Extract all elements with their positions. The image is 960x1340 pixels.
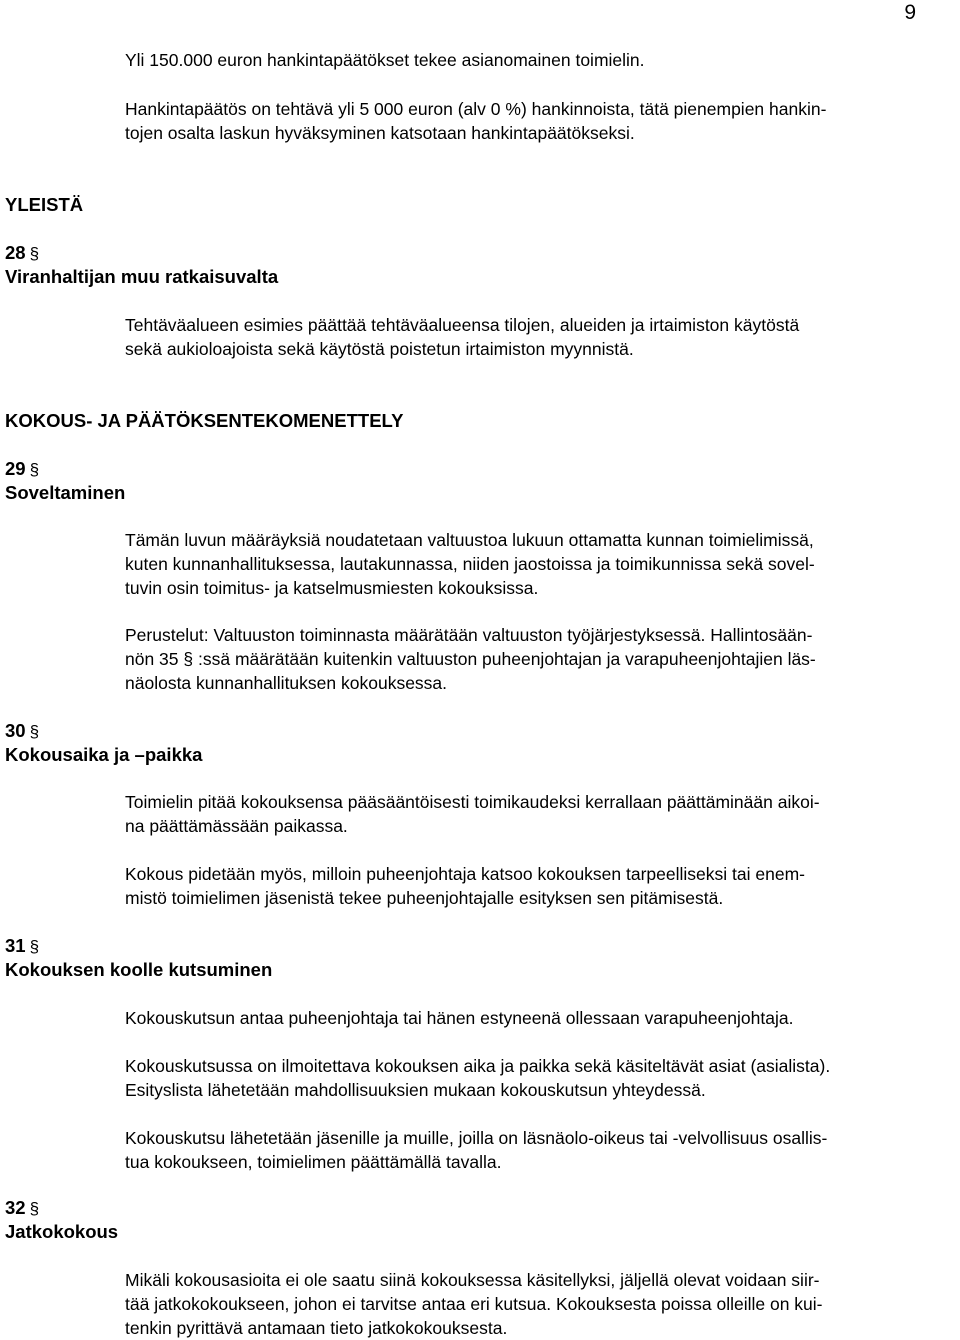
section-number-30	[5, 719, 39, 744]
text-line: näolosta kunnanhallituksen kokouksessa.	[125, 673, 448, 693]
section-sign: §	[29, 460, 40, 479]
section-title-32: Jatkokokous	[5, 1221, 119, 1242]
section-number: 30	[5, 720, 26, 741]
text-line: tojen osalta laskun hyväksyminen katsotaan hankintapäätökseksi.	[125, 123, 635, 143]
text-line: Tämän luvun määräyksiä noudatetaan valtuustoa lukuun ottamatta kunnan toimielimissä,	[125, 530, 814, 550]
section-title-30: Kokousaika ja –paikka	[5, 744, 203, 765]
section-number: 28	[5, 242, 26, 263]
text-line: tenkin pyrittävä antamaan tieto jatkokokouksesta.	[125, 1318, 508, 1338]
text-line: Perustelut: Valtuuston toiminnasta määrätään valtuuston työjärjestyksessä. Hallintosään-	[125, 625, 813, 645]
section-sign: §	[29, 722, 40, 741]
section-sign: §	[29, 244, 40, 263]
intro-paragraph-2	[125, 97, 955, 145]
section-29-paragraph-2	[125, 623, 955, 695]
text-line: mistö toimielimen jäsenistä tekee puheenjohtajalle esityksen sen pitämisestä.	[125, 888, 724, 908]
section-30-paragraph-1	[125, 790, 955, 838]
section-number: 32	[5, 1197, 26, 1218]
section-title-31: Kokouksen koolle kutsuminen	[5, 959, 273, 980]
text-line: tua kokoukseen, toimielimen päättämällä tavalla.	[125, 1152, 502, 1172]
page-number: 9	[904, 1, 916, 24]
section-sign: §	[29, 937, 40, 956]
section-32-paragraph-1	[125, 1268, 955, 1340]
text-line: Tehtäväalueen esimies päättää tehtäväalueensa tilojen, alueiden ja irtaimiston käytöstä	[125, 315, 800, 335]
chapter-heading-yleista: YLEISTÄ	[5, 194, 84, 215]
text-line: na päättämässään paikassa.	[125, 816, 348, 836]
section-31-paragraph-1	[125, 1006, 955, 1030]
section-30-paragraph-2	[125, 862, 955, 910]
text-line: Kokouskutsun antaa puheenjohtaja tai hänen estyneenä ollessaan varapuheenjohtaja.	[125, 1008, 794, 1028]
section-number: 31	[5, 935, 26, 956]
section-number-29	[5, 457, 39, 482]
section-title-29: Soveltaminen	[5, 482, 126, 503]
section-31-paragraph-2	[125, 1054, 955, 1102]
section-number-28	[5, 241, 39, 266]
chapter-heading-kokous: KOKOUS- JA PÄÄTÖKSENTEKOMENETTELY	[5, 410, 404, 431]
text-line: tuvin osin toimitus- ja katselmusmiesten kokouksissa.	[125, 578, 539, 598]
section-29-paragraph-1	[125, 528, 955, 600]
section-28-paragraph-1	[125, 313, 955, 361]
text-line: tää jatkokokoukseen, johon ei tarvitse antaa eri kutsua. Kokouksesta poissa olleille on kui-	[125, 1294, 823, 1314]
intro-paragraph-1	[125, 48, 955, 72]
section-number-32	[5, 1196, 39, 1221]
section-number-31	[5, 934, 39, 959]
text-line: kuten kunnanhallituksessa, lautakunnassa, niiden jaostoissa ja toimikunnissa sekä sovel-	[125, 554, 815, 574]
section-31-paragraph-3	[125, 1126, 955, 1174]
text-line: Yli 150.000 euron hankintapäätökset tekee asianomainen toimielin.	[125, 50, 645, 70]
text-line: Esityslista lähetetään mahdollisuuksien mukaan kokouskutsun yhteydessä.	[125, 1080, 706, 1100]
text-line: nön 35 § :ssä määrätään kuitenkin valtuuston puheenjohtajan ja varapuheenjohtajien läs-	[125, 649, 816, 669]
section-title-28: Viranhaltijan muu ratkaisuvalta	[5, 266, 279, 287]
text-line: Hankintapäätös on tehtävä yli 5 000 euron (alv 0 %) hankinnoista, tätä pienempien hankin-	[125, 99, 827, 119]
text-line: Kokouskutsussa on ilmoitettava kokouksen aika ja paikka sekä käsiteltävät asiat (asialista).	[125, 1056, 831, 1076]
section-number: 29	[5, 458, 26, 479]
text-line: Mikäli kokousasioita ei ole saatu siinä kokouksessa käsitellyksi, jäljellä olevat voidaan siir-	[125, 1270, 820, 1290]
text-line: Toimielin pitää kokouksensa pääsääntöisesti toimikaudeksi kerrallaan päättäminään aikoi-	[125, 792, 820, 812]
text-line: Kokous pidetään myös, milloin puheenjohtaja katsoo kokouksen tarpeelliseksi tai enem-	[125, 864, 805, 884]
text-line: sekä aukioloajoista sekä käytöstä poistetun irtaimiston myynnistä.	[125, 339, 634, 359]
text-line: Kokouskutsu lähetetään jäsenille ja muille, joilla on läsnäolo-oikeus tai -velvollisuus osallis-	[125, 1128, 828, 1148]
section-sign: §	[29, 1199, 40, 1218]
